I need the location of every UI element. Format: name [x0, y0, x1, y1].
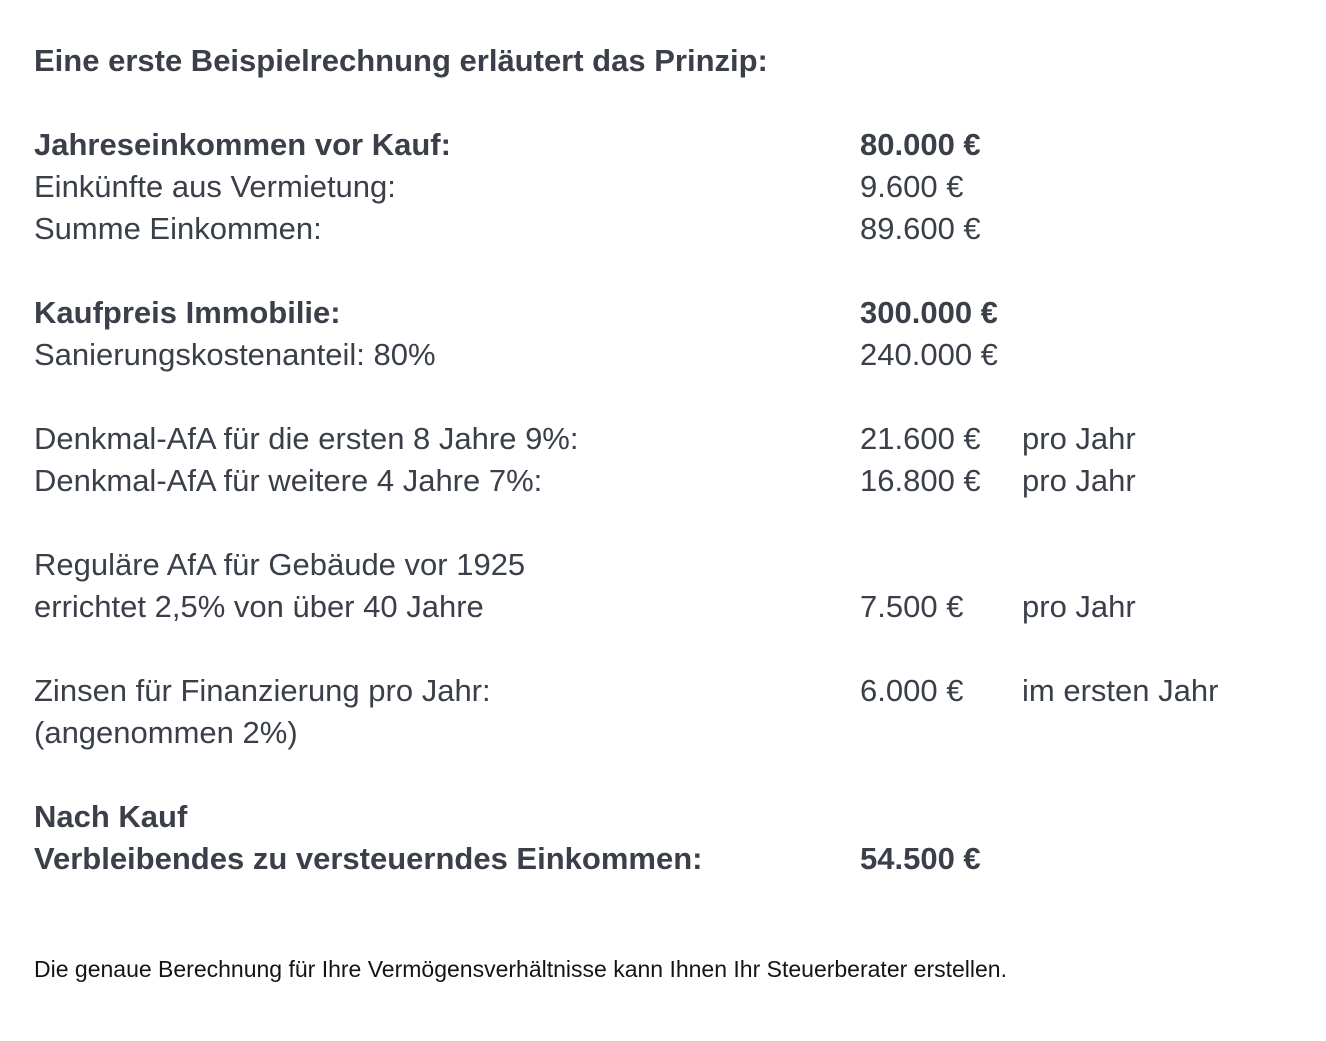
calc-row — [34, 166, 1306, 208]
interest-group — [34, 670, 1306, 754]
row-value: 240.000 € — [860, 337, 998, 372]
calc-row — [34, 712, 1306, 754]
row-label: Kaufpreis Immobilie: — [34, 295, 341, 330]
regular-afa-group — [34, 544, 1306, 628]
row-label: Summe Einkommen: — [34, 211, 322, 246]
calc-row — [34, 586, 1306, 628]
row-value: 7.500 € — [860, 589, 964, 624]
row-value — [860, 796, 1022, 838]
row-label: Denkmal-AfA für die ersten 8 Jahre 9%: — [34, 421, 579, 456]
calc-row — [34, 292, 1306, 334]
row-value: 80.000 € — [860, 127, 981, 162]
denkmal-afa-group — [34, 418, 1306, 502]
row-note — [1022, 796, 1306, 838]
purchase-group — [34, 292, 1306, 376]
row-value: 89.600 € — [860, 211, 981, 246]
calc-row — [34, 796, 1306, 838]
row-note — [1022, 208, 1306, 250]
row-label: Jahreseinkommen vor Kauf: — [34, 127, 451, 162]
row-note — [1022, 712, 1306, 754]
page-title: Eine erste Beispielrechnung erläutert das Prinzip: — [34, 43, 768, 78]
row-label: Denkmal-AfA für weitere 4 Jahre 7%: — [34, 463, 543, 498]
row-note: pro Jahr — [1022, 463, 1136, 498]
calc-row — [34, 460, 1306, 502]
row-note — [1022, 292, 1306, 334]
row-note: im ersten Jahr — [1022, 673, 1219, 708]
row-label: Verbleibendes zu versteuerndes Einkommen: — [34, 841, 703, 876]
calc-row — [34, 418, 1306, 460]
calc-row — [34, 208, 1306, 250]
income-group — [34, 124, 1306, 250]
row-note — [1022, 544, 1306, 586]
row-label: (angenommen 2%) — [34, 715, 298, 750]
row-value: 21.600 € — [860, 421, 981, 456]
row-value: 54.500 € — [860, 841, 981, 876]
result-group — [34, 796, 1306, 880]
row-value — [860, 544, 1022, 586]
row-note — [1022, 166, 1306, 208]
calc-row — [34, 670, 1306, 712]
row-label: Nach Kauf — [34, 799, 188, 834]
row-label: Reguläre AfA für Gebäude vor 1925 — [34, 547, 526, 582]
disclaimer-text: Die genaue Berechnung für Ihre Vermögensverhältnisse kann Ihnen Ihr Steuerberater erstellen. — [34, 956, 1007, 982]
row-label: Einkünfte aus Vermietung: — [34, 169, 396, 204]
calc-row — [34, 838, 1306, 880]
row-note — [1022, 334, 1306, 376]
row-value: 300.000 € — [860, 295, 998, 330]
row-note: pro Jahr — [1022, 421, 1136, 456]
row-label: Sanierungskostenanteil: 80% — [34, 337, 436, 372]
calc-row — [34, 544, 1306, 586]
calc-row — [34, 334, 1306, 376]
row-note: pro Jahr — [1022, 589, 1136, 624]
row-label: errichtet 2,5% von über 40 Jahre — [34, 589, 484, 624]
row-value: 6.000 € — [860, 673, 964, 708]
row-value — [860, 712, 1022, 754]
row-value: 16.800 € — [860, 463, 981, 498]
row-note — [1022, 124, 1306, 166]
calc-row — [34, 124, 1306, 166]
row-value: 9.600 € — [860, 169, 964, 204]
row-note — [1022, 838, 1306, 880]
row-label: Zinsen für Finanzierung pro Jahr: — [34, 673, 491, 708]
